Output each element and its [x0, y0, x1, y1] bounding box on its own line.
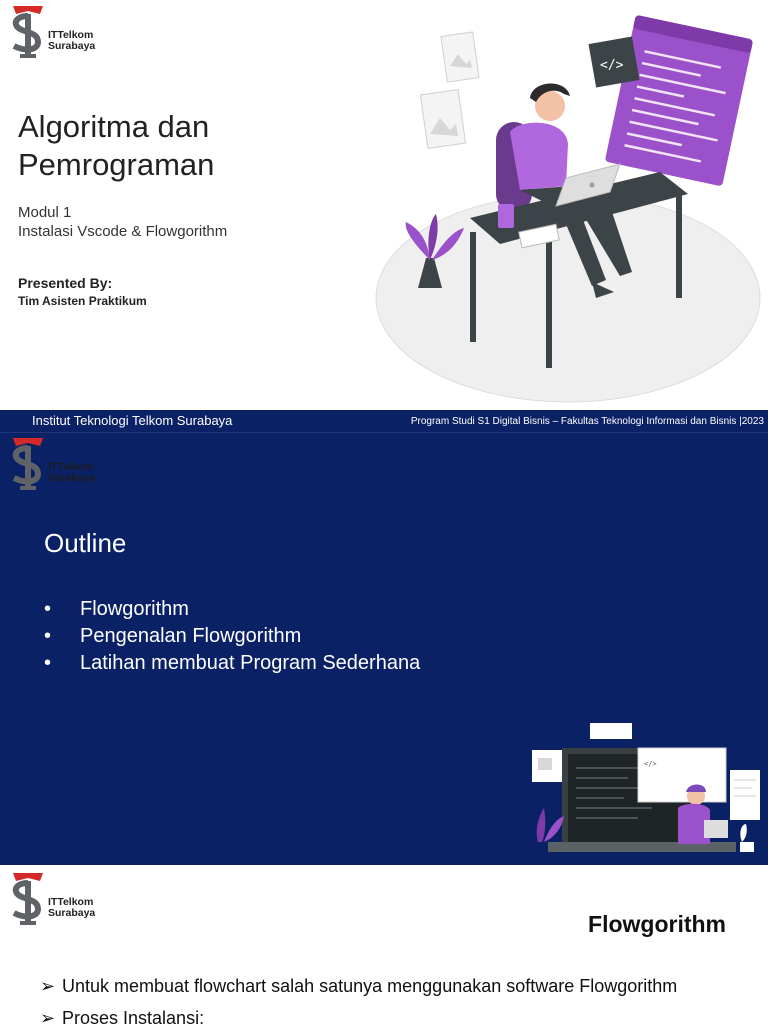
outline-slide — [0, 410, 768, 865]
presented-by-label: Presented By: — [18, 275, 113, 291]
flowgorithm-slide — [0, 865, 768, 1024]
ittelkom-logo-icon — [8, 436, 48, 494]
title-line2: Pemrograman — [18, 147, 215, 182]
ittelkom-logo — [8, 436, 108, 498]
person-coding-at-desk-illustration — [370, 14, 766, 406]
logo-line2: Surabaya — [48, 472, 96, 484]
logo-line2: Surabaya — [48, 40, 96, 52]
title-slide — [0, 0, 768, 410]
ittelkom-logo-icon — [8, 871, 48, 929]
slide-header-bar — [0, 410, 768, 433]
logo-line1: ITTelkom — [48, 461, 94, 473]
svg-text:</>: </> — [644, 760, 657, 768]
bullet-icon: • — [44, 625, 52, 647]
logo-line1: ITTelkom — [48, 896, 94, 908]
list-item: • Flowgorithm — [44, 596, 420, 623]
ittelkom-logo — [8, 4, 108, 66]
svg-text:</>: </> — [600, 58, 624, 73]
logo-line2: Surabaya — [48, 907, 96, 919]
list-item: • Pengenalan Flowgorithm — [44, 623, 420, 650]
ittelkom-logo-icon — [8, 4, 48, 62]
institution-name: Institut Teknologi Telkom Surabaya — [32, 413, 233, 428]
developer-laptop-illustration — [528, 720, 764, 865]
slide-title: Flowgorithm — [588, 911, 726, 937]
presenter-name: Tim Asisten Praktikum — [18, 294, 147, 308]
ittelkom-logo — [8, 871, 108, 933]
bullet-icon: • — [44, 652, 52, 674]
module-subtitle: Instalasi Vscode & Flowgorithm — [18, 223, 228, 240]
logo-line1: ITTelkom — [48, 29, 94, 41]
bullet-icon: • — [44, 598, 52, 620]
outline-list — [44, 596, 420, 677]
program-info: Program Studi S1 Digital Bisnis – Fakultas Teknologi Informasi dan Bisnis |2023 — [410, 416, 764, 427]
arrow-bullet-icon: ➢ — [40, 1008, 56, 1024]
outline-title: Outline — [44, 528, 127, 558]
title-line1: Algoritma dan — [18, 109, 210, 144]
presentation-title — [18, 108, 214, 184]
list-item: • Latihan membuat Program Sederhana — [44, 650, 420, 677]
module-info — [18, 203, 227, 241]
module-number: Modul 1 — [18, 204, 72, 221]
arrow-bullet-icon: ➢ — [40, 976, 56, 996]
list-item: ➢ Proses Instalansi: — [40, 1008, 204, 1024]
list-item: ➢ Untuk membuat flowchart salah satunya menggunakan software Flowgorithm — [40, 976, 678, 996]
